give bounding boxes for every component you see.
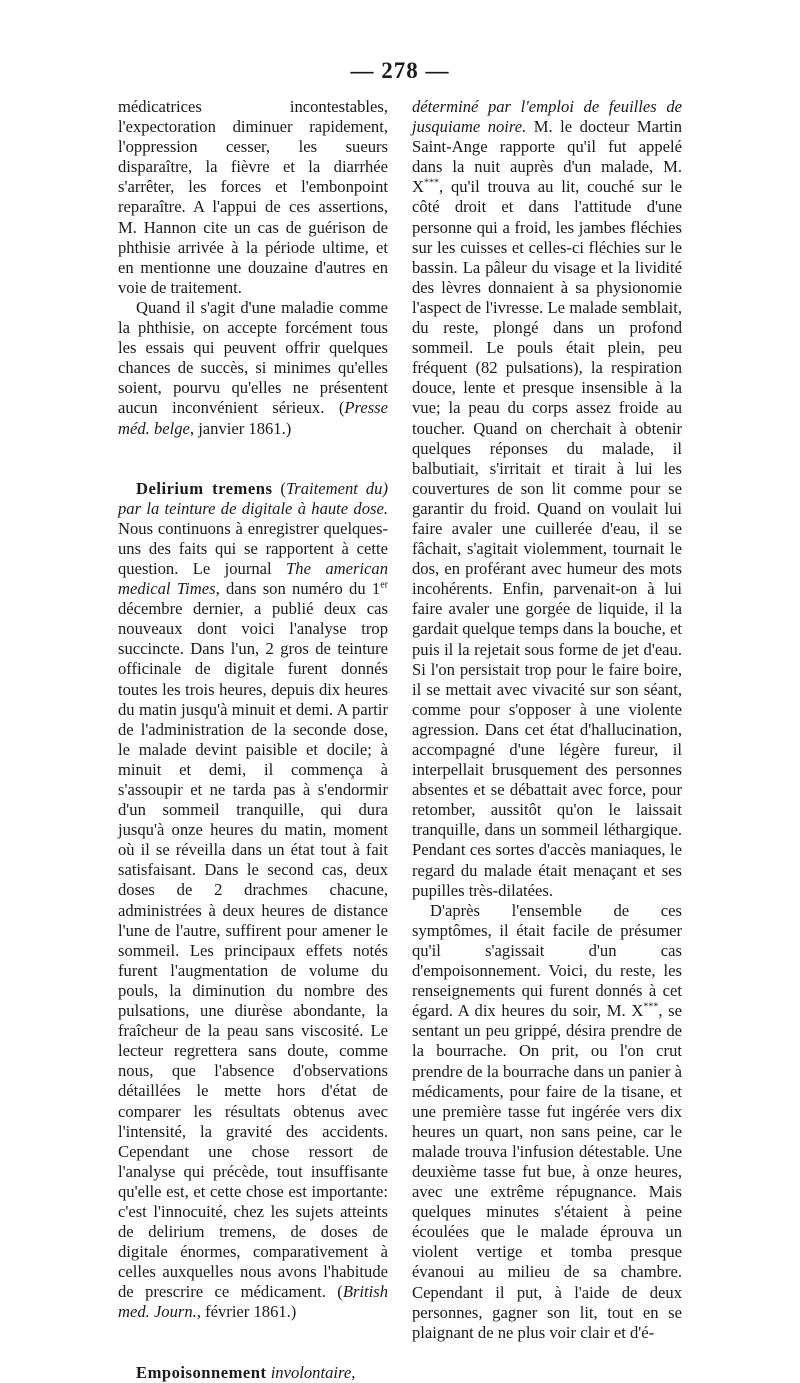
source-citation: Presse méd. belge (118, 398, 388, 438)
paren-open: ( (272, 478, 286, 498)
article-heading: Empoisonnement (136, 1362, 267, 1382)
article-subtitle: Traitement du) par la teinture de digitale à haute dose. (118, 478, 388, 518)
paragraph-diagnosis (412, 901, 682, 1343)
article-subtitle: involontaire, (266, 1362, 356, 1382)
paragraph-text: , qu'il trouva au lit, couché sur le côté droit et dans l'attitude d'une personne qui a froid, les jambes fléchies sur les cuisses et celles-ci fléchies sur le bassin. La pâleur du visage et la lividité des lèvres donnaient à sa physionomie l'aspect de l'ivresse. Le malade semblait, du reste, plongé dans un profond sommeil. Le pouls était plein, peu fréquent (82 pulsations), la respiration douce, lente et presque insensible à la vue; la peau du corps assez froide au toucher. Quand on cherchait à obtenir quelques réponses du malade, il balbutiait, s'irritait et tirait à lui les couvertures de son lit comme pour se garantir du froid. Quand on voulait lui faire avaler une cuillerée d'eau, il se fâchait, s'agitait violemment, tournait le dos, en proférant avec humeur des mots incohérents. Enfin, parvenait-on à lui faire avaler une gorgée de liquide, il la gardait quelque temps dans la bouche, et puis il la rejetait sous forme de jet d'eau. Si l'on persistait trop pour le faire boire, il se mettait avec vivacité sur son séant, comme pour s'opposer à une violente agression. Dans cet état d'hallucination, accompagné d'une légère fureur, il interpellait brusquement des personnes absentes et se débattait avec force, pour retomber, aussitôt qu'on le laissait tranquille, dans un sommeil léthargique. Pendant ces sortes d'accès maniaques, le regard du malade était menaçant et ses pupilles très-dilatées. (412, 177, 682, 900)
article-empoisonnement-body (412, 97, 682, 901)
ordinal-suffix: er (380, 579, 388, 591)
paragraph-text: Quand il s'agit d'une maladie comme la phthisie, on accepte forcément tous les essais qui peuvent offrir quelques chances de succès, si minimes qu'elles soient, pourvu qu'elles ne présentent aucun inconvénient sérieux. ( (118, 297, 388, 418)
citation-date: , février 1861.) (196, 1302, 297, 1322)
article-heading: Delirium tremens (136, 478, 273, 498)
journal-name: The american medical Times (118, 558, 388, 599)
article-delirium (118, 479, 388, 1323)
page-number: — 278 — (350, 58, 450, 83)
anonymization-stars: *** (423, 177, 439, 189)
paragraph-phthisis-comment (118, 298, 388, 439)
right-column (412, 97, 682, 1343)
paragraph-text: , se sentant un peu grippé, désira prendre de la bourrache. On prit, ou l'on crut prendre de la bourrache dans un panier à médicaments, pour faire de la tisane, et une première tasse fut ingérée vers dix heures un quart, non sans peine, car le malade trouva l'infusion détestable. Une deuxième tasse fut bue, à onze heures, avec une extrême répugnance. Mais quelques minutes s'étaient à peine écoulées que le malade éprouva un violent vertige et tomba presque évanoui au milieu de sa chambre. Cependant il put, à l'aide de deux personnes, gagner son lit, tout en se plaignant de ne plus voir clair et d'é- (412, 1001, 683, 1342)
paragraph-text: D'après l'ensemble de ces symptômes, il était facile de présumer qu'il s'agissait d'un cas d'empoisonnement. Voici, du reste, les renseignements qui furent donnés à cet égard. A dix heures du soir, M. X (412, 900, 682, 1021)
paragraph-text: , dans son numéro du 1 (215, 579, 381, 599)
paragraph-text: M. le docteur Martin Saint-Ange rapporte qu'il fut appelé dans la nuit auprès d'un malade, M. X (412, 117, 682, 197)
left-column (118, 97, 388, 1383)
citation-date: , janvier 1861.) (189, 418, 292, 438)
paragraph-text: Nous continuons à enregistrer quelques-uns des faits qui se rapportent à cette question. Le journal (118, 518, 388, 578)
source-citation: British med. Journ. (118, 1282, 388, 1322)
paragraph-phthisis-end: médicatrices incontestables, l'expectoration diminuer rapidement, l'oppression cesser, les sueurs disparaître, la fièvre et la diarrhée s'arrêter, les forces et l'embonpoint reparaître. A l'appui de ces assertions, M. Hannon cite un cas de guérison de phthisie arrivée à la période ultime, et en mentionne une douzaine d'autres en voie de traitement. (118, 97, 388, 297)
anonymization-stars: *** (643, 1001, 659, 1013)
paragraph-text: décembre dernier, a publié deux cas nouveaux dont voici l'analyse trop succincte. Dans l'un, 2 gros de teinture officinale de digitale furent donnés toutes les trois heures, depuis dix heures du matin jusqu'à minuit et demi. A partir de l'administration de la seconde dose, le malade devint paisible et docile; à minuit et demi, il commença à s'assoupir et ne tarda pas à s'endormir d'un sommeil tranquille, qui dura jusqu'à onze heures du matin, moment où il se réveilla dans un état tout à fait satisfaisant. Dans le second cas, deux doses de 2 drachmes chacune, administrées à deux heures de distance l'une de l'autre, suffirent pour amener le sommeil. Les principaux effets notés furent l'augmentation de volume du pouls, la diminution du nombre des pulsations, une diurèse abondante, la fraîcheur de la peau sans viscosité. Le lecteur regrettera sans doute, comme nous, que l'absence d'observations détaillées le mette hors d'état de comparer les résultats obtenus avec l'intensité, la gravité des accidents. Cependant une chose ressort de l'analyse qui précède, tout insuffisante qu'elle est, et cette chose est importante: c'est l'innocuité, chez les sujets atteints de delirium tremens, de doses de digitale énormes, comparativement à celles auxquelles nous avons l'habitude de prescrire ce médicament. ( (118, 599, 388, 1302)
article-empoisonnement-heading (118, 1363, 388, 1383)
article-subtitle: déterminé par l'emploi de feuilles de jusquiame noire. (412, 97, 682, 137)
